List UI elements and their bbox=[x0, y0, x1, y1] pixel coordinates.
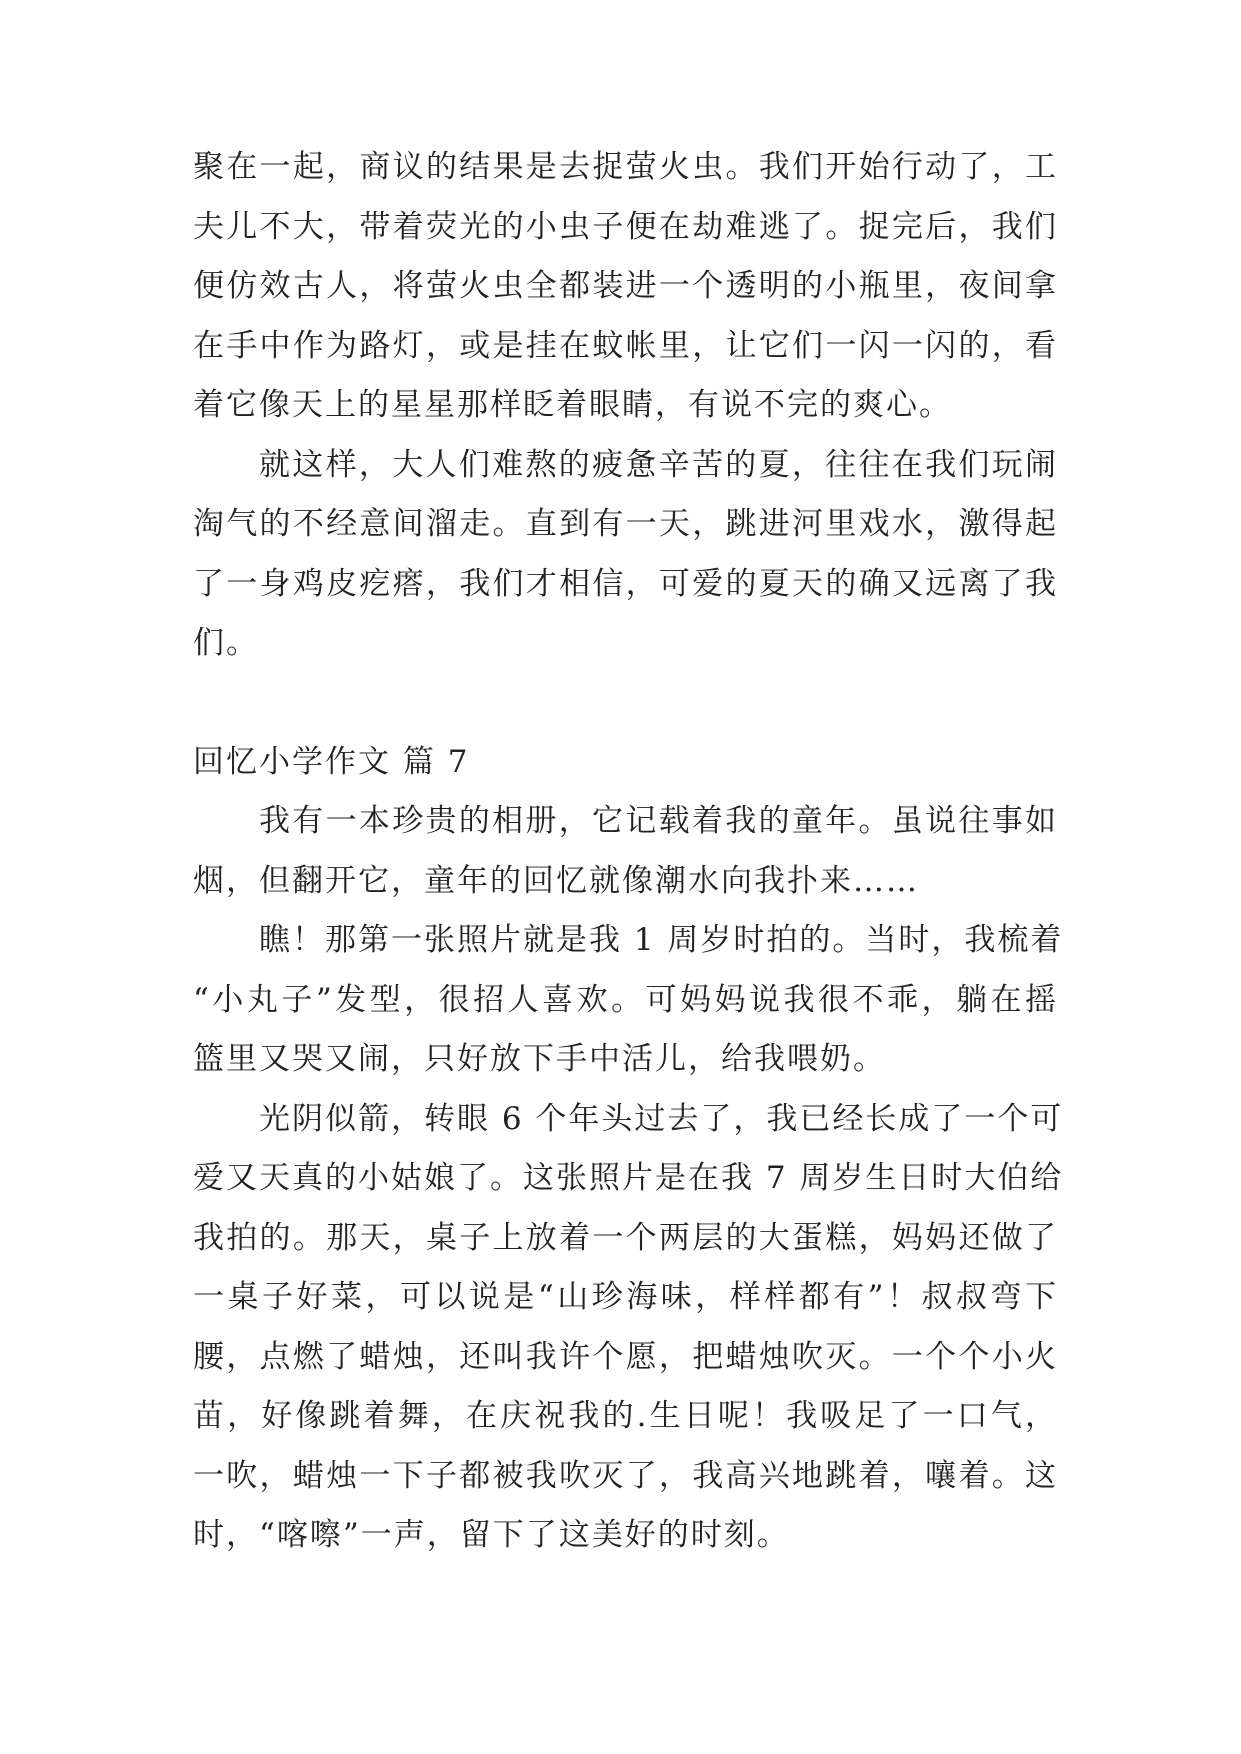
text-line: 着它像天上的星星那样眨着眼睛，有说不完的爽心。 bbox=[193, 387, 952, 423]
text-line: 光阴似箭，转眼 6 个年头过去了，我已经长成了一个可 bbox=[259, 1100, 1064, 1137]
paragraph-fireflies-end bbox=[193, 138, 1058, 436]
text-line: 聚在一起，商议的结果是去捉萤火虫。我们开始行动了，工 bbox=[193, 149, 1058, 185]
text-line: 一桌子好菜，可以说是“山珍海味，样样都有”！叔叔弯下 bbox=[193, 1279, 1058, 1315]
paragraph-summer-passes bbox=[193, 436, 1058, 674]
text-line: 腰，点燃了蜡烛，还叫我许个愿，把蜡烛吹灭。一个个小火 bbox=[193, 1338, 1058, 1375]
text-line: 一吹，蜡烛一下子都被我吹灭了，我高兴地跳着，嚷着。这 bbox=[193, 1457, 1058, 1494]
text-line: 苗，好像跳着舞，在庆祝我的.生日呢！我吸足了一口气， bbox=[193, 1398, 1058, 1434]
text-line: 我有一本珍贵的相册，它记载着我的童年。虽说往事如 bbox=[259, 803, 1058, 839]
paragraph-first-photo bbox=[193, 911, 1064, 1090]
text-line: 烟，但翻开它，童年的回忆就像潮水向我扑来…… bbox=[193, 862, 919, 899]
section-gap bbox=[193, 674, 1058, 733]
text-line: 便仿效古人，将萤火虫全都装进一个透明的小瓶里，夜间拿 bbox=[193, 268, 1058, 304]
section-heading: 回忆小学作文 篇 7 bbox=[193, 743, 470, 780]
text-line: “小丸子”发型，很招人喜欢。可妈妈说我很不乖，躺在摇 bbox=[193, 981, 1058, 1018]
text-line: 瞧！那第一张照片就是我 1 周岁时拍的。当时，我梳着 bbox=[259, 922, 1064, 958]
text-line: 爱又天真的小姑娘了。这张照片是在我 7 周岁生日时大伯给 bbox=[193, 1160, 1064, 1196]
text-line: 在手中作为路灯，或是挂在蚊帐里，让它们一闪一闪的，看 bbox=[193, 327, 1058, 364]
paragraph-birthday-photo bbox=[193, 1090, 1064, 1566]
text-line: 就这样，大人们难熬的疲惫辛苦的夏，往往在我们玩闹 bbox=[259, 446, 1058, 483]
text-line: 淘气的不经意间溜走。直到有一天，跳进河里戏水，激得起 bbox=[193, 506, 1058, 542]
document-body bbox=[193, 138, 1064, 1566]
text-line: 们。 bbox=[193, 625, 259, 661]
text-line: 时，“喀嚓”一声，留下了这美好的时刻。 bbox=[193, 1517, 790, 1553]
text-line: 了一身鸡皮疙瘩，我们才相信，可爱的夏天的确又远离了我 bbox=[193, 565, 1058, 602]
text-line: 篮里又哭又闹，只好放下手中活儿，给我喂奶。 bbox=[193, 1041, 886, 1077]
paragraph-photo-album bbox=[193, 792, 1058, 911]
text-line: 我拍的。那天，桌子上放着一个两层的大蛋糕，妈妈还做了 bbox=[193, 1219, 1058, 1256]
text-line: 夫儿不大，带着荧光的小虫子便在劫难逃了。捉完后，我们 bbox=[193, 208, 1058, 245]
